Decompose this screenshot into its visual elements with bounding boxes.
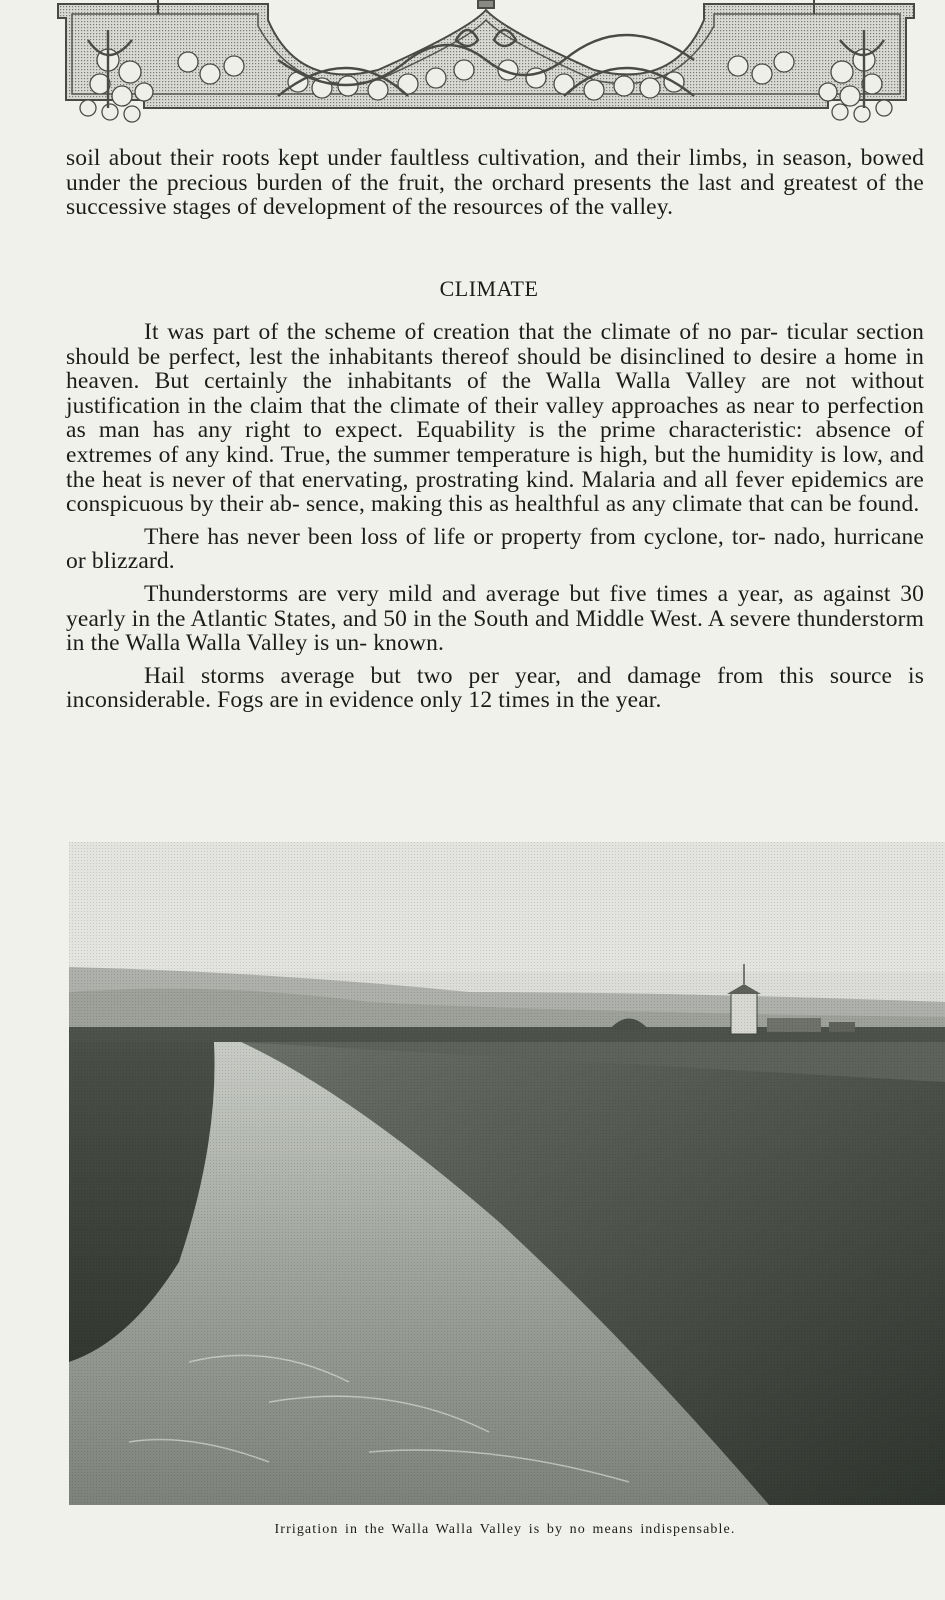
text-line: that the climate of their valley approaches as near to perfection as man bbox=[66, 392, 925, 444]
paragraph-climate-intro bbox=[66, 320, 924, 517]
paragraph-storms bbox=[66, 525, 924, 574]
photo-caption: Irrigation in the Walla Walla Valley is by no means indispensable. bbox=[274, 1522, 736, 1537]
climate-section-body bbox=[66, 320, 924, 713]
text-line: ticular section should be perfect, lest the inhabitants thereof should be bbox=[66, 319, 925, 370]
text-line: as against 30 yearly in the Atlantic States, and 50 in the South and bbox=[66, 580, 924, 632]
text-line: sence, making this as healthful as any climate that can be found. bbox=[306, 491, 920, 518]
ornamental-header-border bbox=[48, 0, 924, 124]
text-line: It was part of the scheme of creation that the climate of no par- bbox=[144, 319, 779, 345]
text-line: Hail storms average but two per year, and damage from this bbox=[144, 662, 814, 689]
text-line: soil about their roots kept under faultless cultivation, and their limbs, bbox=[66, 145, 748, 171]
text-line: There has never been loss of life or property from cyclone, tor- bbox=[144, 523, 766, 550]
text-line: Thunderstorms are very mild and average but five times a year, bbox=[144, 580, 784, 607]
text-line: in season, bowed under the precious burden of the fruit, the orchard bbox=[66, 145, 924, 196]
text-line: known. bbox=[373, 630, 445, 657]
text-line: year. bbox=[615, 687, 662, 714]
text-line: of extremes of any kind. True, the summer temperature is high, but the bbox=[66, 417, 925, 468]
text-line: of the Walla Walla Valley are not without justification in the claim bbox=[66, 368, 925, 419]
text-line: disinclined to desire a home in heaven. But certainly the inhabitants bbox=[66, 343, 924, 395]
text-line: Middle West. A severe thunderstorm in the Walla Walla Valley is un- bbox=[66, 605, 925, 657]
text-line: kind. Malaria and all fever epidemics are conspicuous by their ab- bbox=[66, 466, 924, 518]
text-line: humidity is low, and the heat is never of that enervating, prostrating bbox=[66, 441, 924, 493]
continued-paragraph bbox=[66, 146, 924, 220]
text-line: has any right to expect. Equability is the prime characteristic: absence bbox=[152, 417, 892, 444]
section-heading-climate: CLIMATE bbox=[439, 276, 539, 301]
text-line: nado, hurricane or blizzard. bbox=[66, 523, 925, 575]
vine-ornament-icon bbox=[48, 0, 924, 124]
text-line: presents the last and greatest of the successive stages of development bbox=[66, 169, 925, 221]
text-line: source is inconsiderable. Fogs are in evidence only 12 times in the bbox=[66, 662, 925, 714]
text-line: of the resources of the valley. bbox=[392, 194, 674, 221]
paragraph-hail-fog bbox=[66, 664, 924, 713]
paragraph-thunderstorms bbox=[66, 582, 924, 656]
landscape-photo-icon bbox=[69, 842, 945, 1505]
irrigation-canal-photo bbox=[69, 842, 945, 1505]
